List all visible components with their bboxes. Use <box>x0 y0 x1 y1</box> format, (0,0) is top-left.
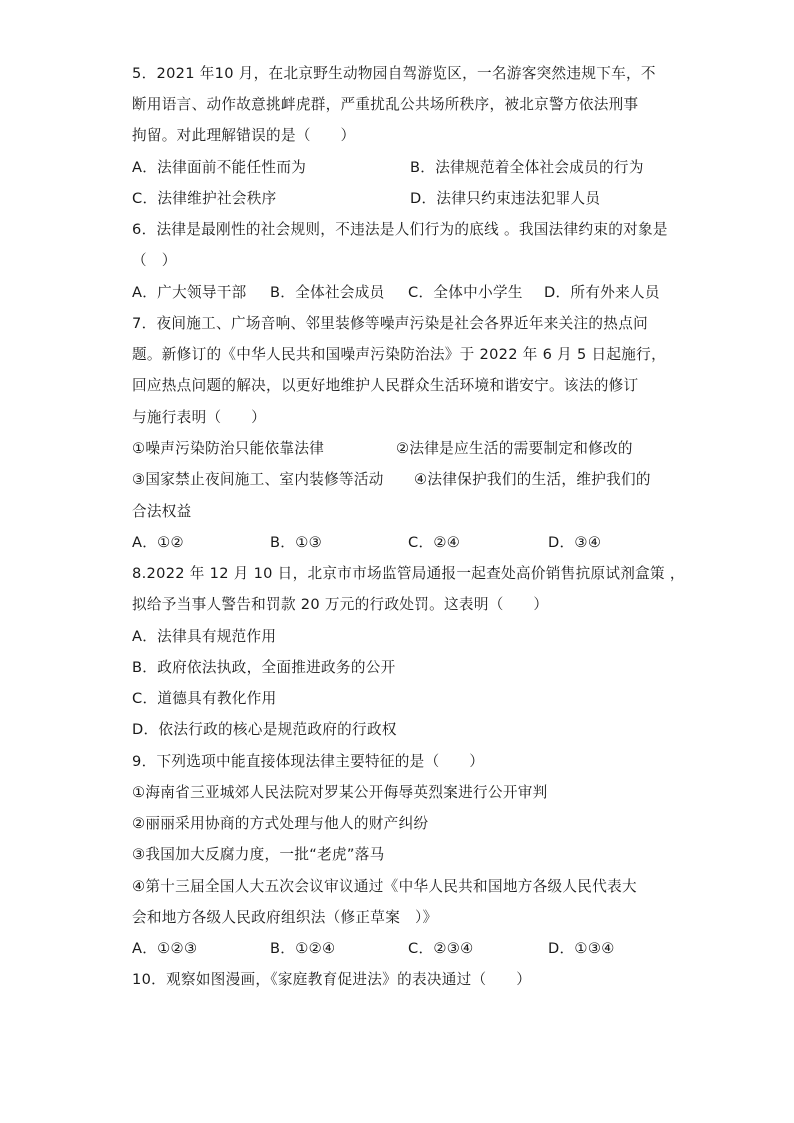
q6-option-b: B．全体社会成员 <box>270 284 385 301</box>
q7-item-2: ②法律是应生活的需要制定和修改的 <box>396 440 633 457</box>
q6-option-a: A．广大领导干部 <box>132 284 247 301</box>
q7-item-4: ④法律保护我们的生活，维护我们的 <box>414 471 651 488</box>
q7-stem-line1: 7．夜间施工、广场音响、邻里装修等噪声污染是社会各界近年来关注的热点问 <box>132 315 648 332</box>
q6-stem-line1: 6．法律是最刚性的社会规则，不违法是人们行为的底线 。我国法律约束的对象是 <box>132 221 668 238</box>
q9-item-4: ④第十三届全国人大五次会议审议通过《中华人民共和国地方各级人民代表大 <box>132 878 637 895</box>
q10-stem-line1: 10．观察如图漫画，《家庭教育促进法》的表决通过（ ） <box>132 971 532 988</box>
q9-option-b: B．①②④ <box>270 940 336 957</box>
q9-item-4-continued: 会和地方各级人民政府组织法（修正草案 ）》 <box>132 909 438 926</box>
q9-stem-line1: 9．下列选项中能直接体现法律主要特征的是（ ） <box>132 753 485 770</box>
q7-stem-line4: 与施行表明（ ） <box>132 409 267 426</box>
q8-option-d: D．依法行政的核心是规范政府的行政权 <box>132 721 397 738</box>
q5-option-c: C．法律维护社会秩序 <box>132 190 277 207</box>
q9-option-a: A．①②③ <box>132 940 198 957</box>
q8-option-b: B．政府依法执政，全面推进政务的公开 <box>132 659 396 676</box>
q9-item-2: ②丽丽采用协商的方式处理与他人的财产纠纷 <box>132 815 429 832</box>
q8-stem-line1: 8.2022 年 12 月 10 日，北京市市场监管局通报一起查处高价销售抗原试剂盒策 ， <box>132 565 685 582</box>
q5-option-d: D．法律只约束违法犯罪人员 <box>410 190 601 207</box>
q9-option-c: C．②③④ <box>408 940 474 957</box>
q5-stem-line2: 断用语言、动作故意挑衅虎群，严重扰乱公共场所秩序，被北京警方依法刑事 <box>132 96 639 113</box>
q6-option-c: C．全体中小学生 <box>408 284 523 301</box>
q5-option-b: B．法律规范着全体社会成员的行为 <box>410 159 644 176</box>
q7-option-c: C．②④ <box>408 534 461 551</box>
q6-stem-line2: （ ） <box>132 252 177 269</box>
q7-stem-line3: 回应热点问题的解决，以更好地维护人民群众生活环境和谐安宁。该法的修订 <box>132 377 639 394</box>
q5-stem-line3: 拘留。对此理解错误的是（ ） <box>132 127 356 144</box>
q8-option-a: A．法律具有规范作用 <box>132 628 277 645</box>
q5-stem-line1: 5．2021 年10 月，在北京野生动物园自驾游览区，一名游客突然违规下车，不 <box>132 65 656 82</box>
q5-option-a: A．法律面前不能任性而为 <box>132 159 307 176</box>
q8-option-c: C．道德具有教化作用 <box>132 690 277 707</box>
q7-stem-line2: 题。新修订的《中华人民共和国噪声污染防治法》于 2022 年 6 月 5 日起施行， <box>132 346 666 363</box>
q7-option-d: D．③④ <box>548 534 602 551</box>
q9-item-3: ③我国加大反腐力度，一批“老虎”落马 <box>132 846 385 863</box>
q7-item-1: ①噪声污染防治只能依靠法律 <box>132 440 325 457</box>
q8-stem-line2: 拟给予当事人警告和罚款 20 万元的行政处罚。这表明（ ） <box>132 596 549 613</box>
q7-option-a: A．①② <box>132 534 184 551</box>
q7-item-3: ③国家禁止夜间施工、室内装修等活动 <box>132 471 384 488</box>
q9-option-d: D．①③④ <box>548 940 615 957</box>
q9-item-1: ①海南省三亚城郊人民法院对罗某公开侮辱英烈案进行公开审判 <box>132 784 548 801</box>
q7-item-4-continued: 合法权益 <box>132 503 192 520</box>
q7-option-b: B．①③ <box>270 534 322 551</box>
q6-option-d: D．所有外来人员 <box>544 284 660 301</box>
